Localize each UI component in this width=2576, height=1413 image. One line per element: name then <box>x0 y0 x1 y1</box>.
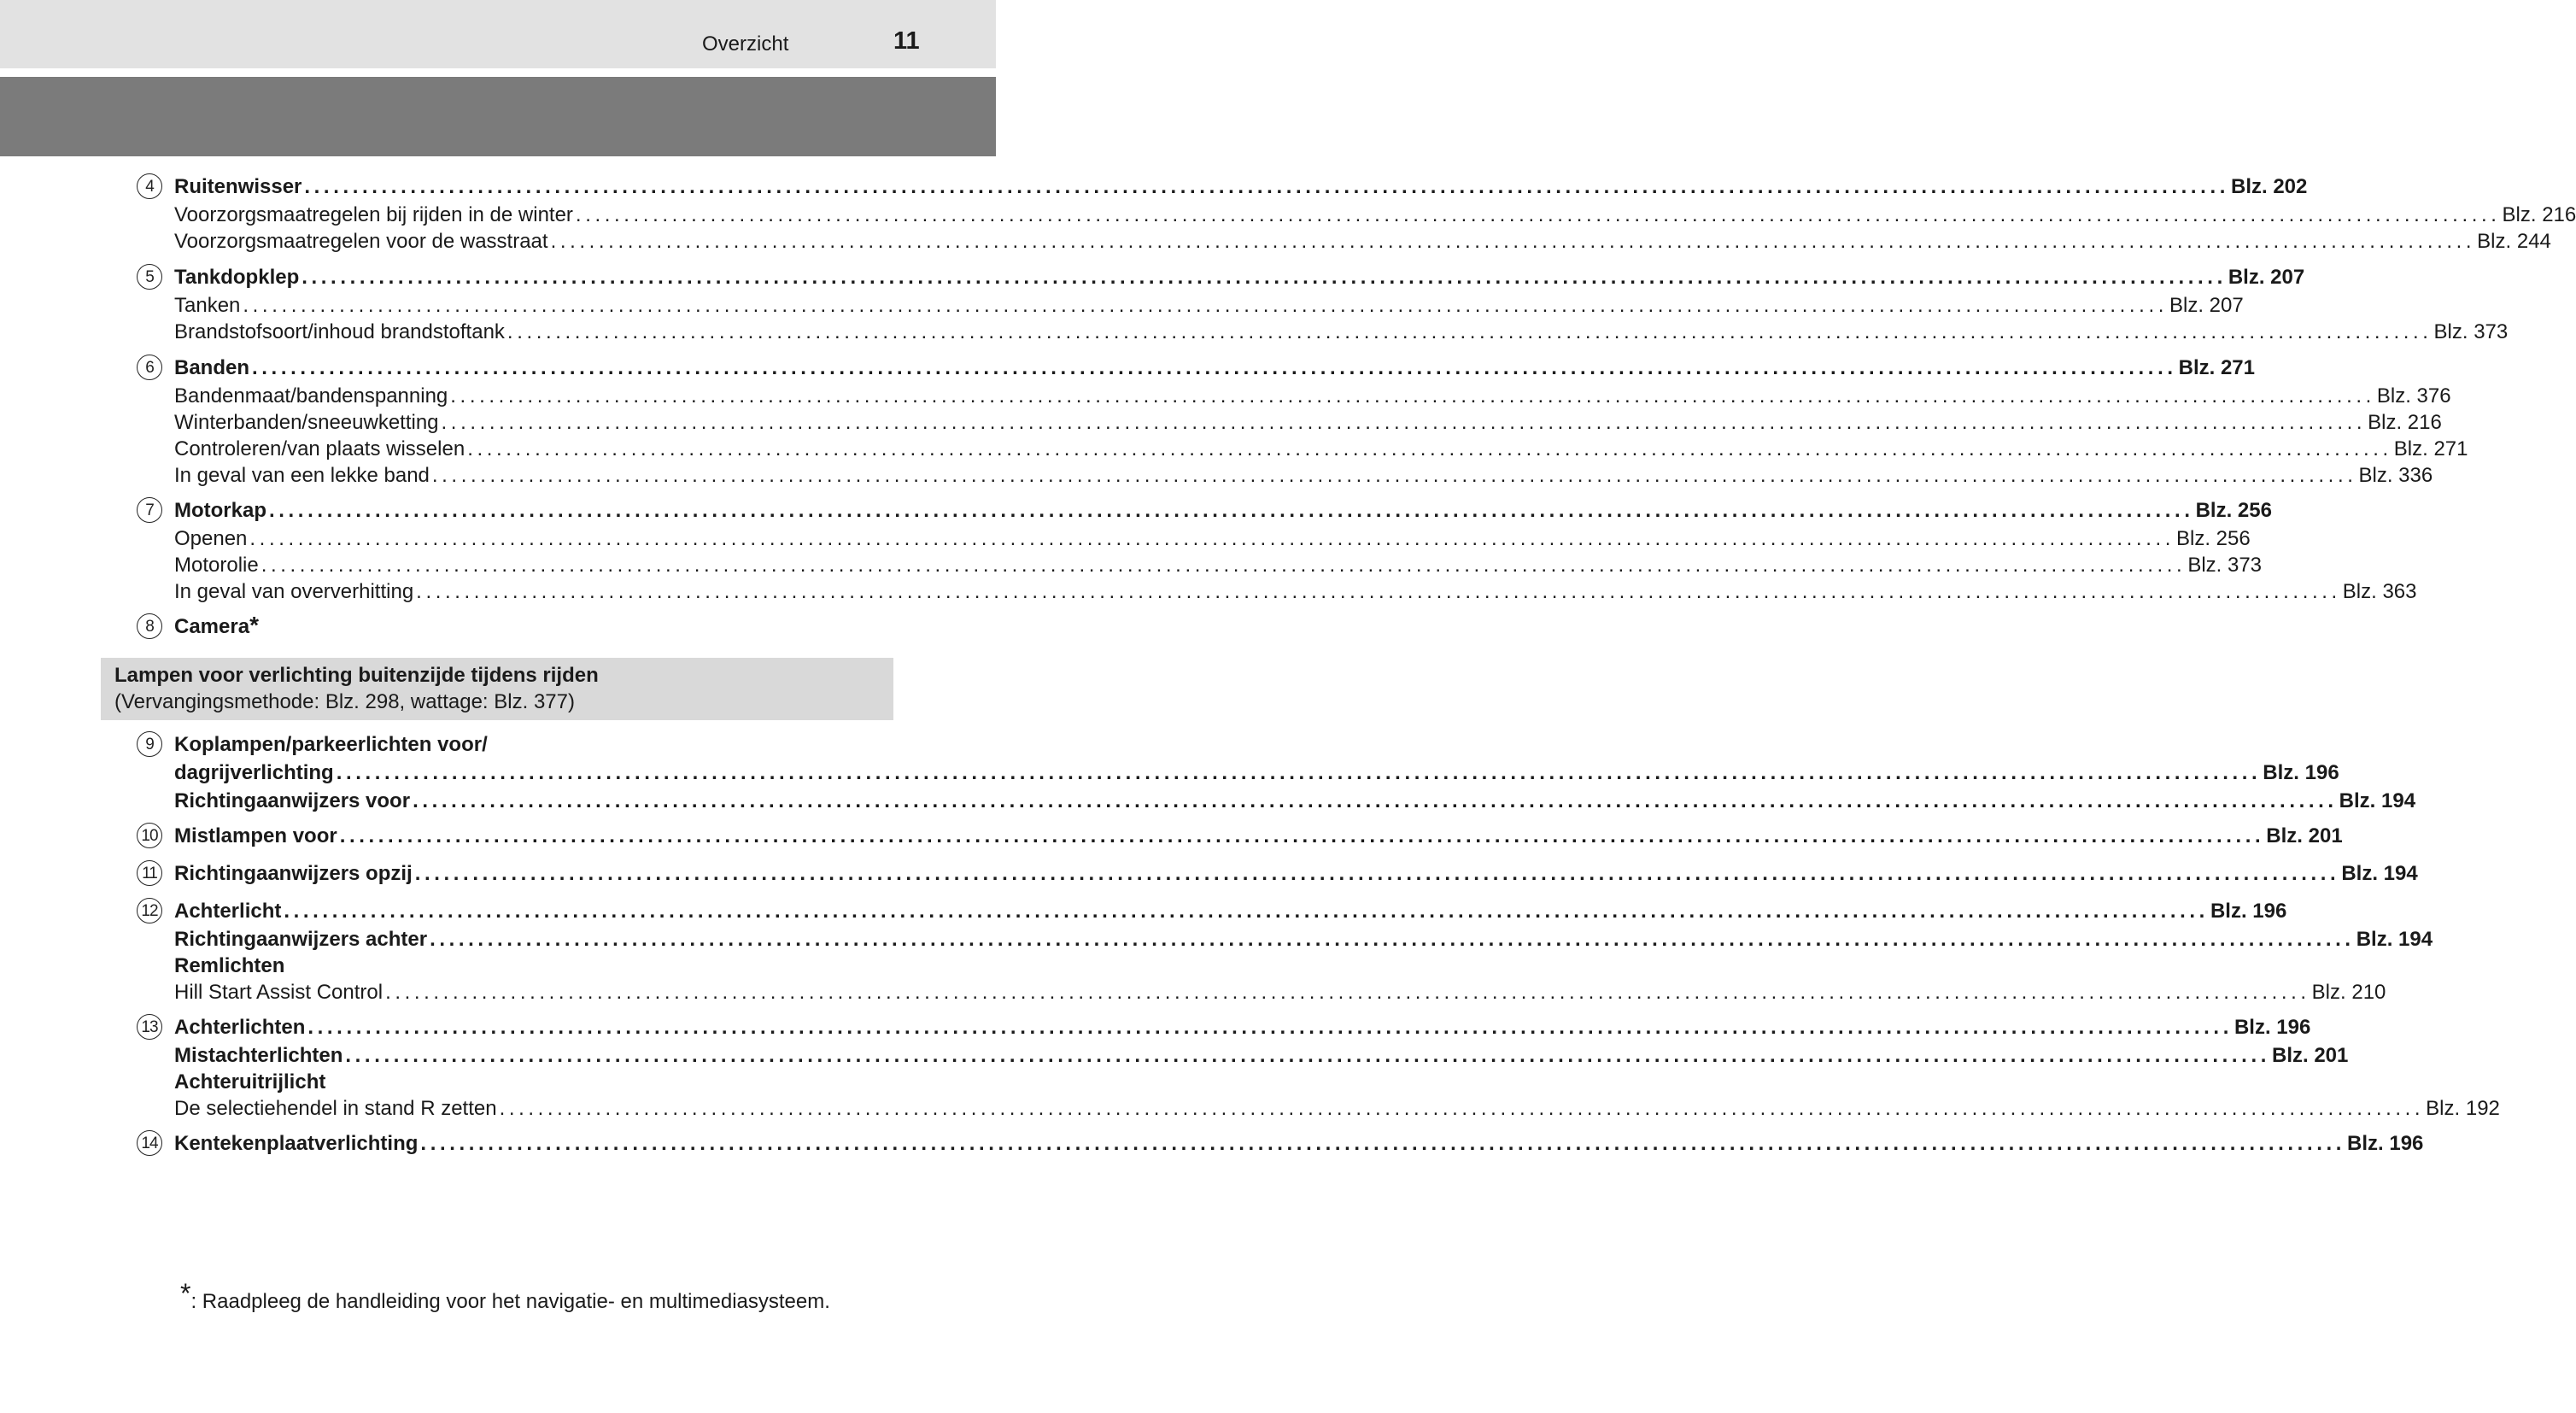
dot-leader: ........................................................................................................................................................................................................ <box>414 862 2340 885</box>
index-entry[interactable]: Bandenmaat/bandenspanning ........................................................................................................................................................................................................ Blz. 376 <box>174 384 2451 407</box>
index-entry[interactable]: Achterlichten ........................................................................................................................................................................................................ Blz. 196 <box>174 1016 2311 1039</box>
index-entry[interactable]: Kentekenplaatverlichting ........................................................................................................................................................................................................ Blz. 196 <box>174 1132 2424 1155</box>
index-entry[interactable]: Richtingaanwijzers opzij ........................................................................................................................................................................................................ Blz. 194 <box>174 862 2418 885</box>
dot-leader: ........................................................................................................................................................................................................ <box>413 789 2338 812</box>
dot-leader: ........................................................................................................................................................................................................ <box>506 320 2433 343</box>
index-entry[interactable]: Richtingaanwijzers achter ........................................................................................................................................................................................................ Blz. 194 <box>174 928 2433 951</box>
index-entry[interactable]: Motorolie ........................................................................................................................................................................................................ Blz. 373 <box>174 554 2263 577</box>
dot-leader: ........................................................................................................................................................................................................ <box>339 824 2265 847</box>
header-divider <box>0 68 996 77</box>
circled-number-5: 5 <box>137 264 162 290</box>
index-entry[interactable]: De selectiehendel in stand R zetten ........................................................................................................................................................................................................ Blz. 192 <box>174 1097 2500 1120</box>
dot-leader: ........................................................................................................................................................................................................ <box>416 580 2341 603</box>
index-entry[interactable]: Voorzorgsmaatregelen bij rijden in de winter ........................................................................................................................................................................................................ Blz. 216 <box>174 203 2576 226</box>
circled-number-14: 14 <box>137 1130 162 1156</box>
index-entry: Achteruitrijlicht <box>174 1070 326 1093</box>
dot-leader: ........................................................................................................................................................................................................ <box>450 384 2375 407</box>
section-subheading: (Vervangingsmethode: Blz. 298, wattage: Blz. 377) <box>114 690 575 713</box>
index-entry[interactable]: Motorkap ........................................................................................................................................................................................................ Blz. 256 <box>174 499 2272 522</box>
index-entry: Remlichten <box>174 954 285 977</box>
index-entry[interactable]: Tanken ........................................................................................................................................................................................................ Blz. 207 <box>174 294 2244 317</box>
dot-leader: ........................................................................................................................................................................................................ <box>249 527 2175 550</box>
index-entry[interactable]: dagrijverlichting ........................................................................................................................................................................................................ Blz. 196 <box>174 761 2339 784</box>
dot-leader: ........................................................................................................................................................................................................ <box>441 411 2367 434</box>
index-entry[interactable]: Achterlicht ........................................................................................................................................................................................................ Blz. 196 <box>174 900 2287 923</box>
circled-number-7: 7 <box>137 497 162 523</box>
dot-leader: ........................................................................................................................................................................................................ <box>336 761 2262 784</box>
circled-number-9: 9 <box>137 731 162 757</box>
dot-leader: ........................................................................................................................................................................................................ <box>550 230 2476 253</box>
index-entry: Koplampen/parkeerlichten voor/ <box>174 733 488 756</box>
section-heading-box <box>101 658 893 720</box>
dot-leader: ........................................................................................................................................................................................................ <box>385 981 2310 1004</box>
index-entry[interactable]: Voorzorgsmaatregelen voor de wasstraat ........................................................................................................................................................................................................ Blz. 244 <box>174 230 2551 253</box>
dot-leader: ........................................................................................................................................................................................................ <box>431 464 2357 487</box>
index-entry[interactable]: Ruitenwisser ........................................................................................................................................................................................................ Blz. 202 <box>174 175 2308 198</box>
circled-number-13: 13 <box>137 1014 162 1040</box>
index-entry[interactable]: Camera * <box>174 612 259 638</box>
circled-number-12: 12 <box>137 898 162 923</box>
index-entry[interactable]: Richtingaanwijzers voor ........................................................................................................................................................................................................ Blz. 194 <box>174 789 2416 812</box>
dot-leader: ........................................................................................................................................................................................................ <box>243 294 2168 317</box>
footnote <box>180 1278 830 1314</box>
index-entry[interactable]: Mistlampen voor ........................................................................................................................................................................................................ Blz. 201 <box>174 824 2343 847</box>
dot-leader: ........................................................................................................................................................................................................ <box>304 175 2229 198</box>
header-band <box>0 0 996 68</box>
dot-leader: ........................................................................................................................................................................................................ <box>307 1016 2233 1039</box>
dot-leader: ........................................................................................................................................................................................................ <box>499 1097 2425 1120</box>
dot-leader: ........................................................................................................................................................................................................ <box>261 554 2187 577</box>
dot-leader: ........................................................................................................................................................................................................ <box>430 928 2355 951</box>
dot-leader: ........................................................................................................................................................................................................ <box>345 1044 2270 1067</box>
footnote-asterisk: * <box>180 1278 191 1309</box>
page-number: 11 <box>893 27 920 55</box>
index-entry[interactable]: Winterbanden/sneeuwketting ........................................................................................................................................................................................................ Blz. 216 <box>174 411 2442 434</box>
circled-number-8: 8 <box>137 613 162 639</box>
footnote-text: : Raadpleeg de handleiding voor het navigatie- en multimediasysteem. <box>190 1290 830 1313</box>
dot-leader: ........................................................................................................................................................................................................ <box>467 437 2392 460</box>
dot-leader: ........................................................................................................................................................................................................ <box>252 356 2177 379</box>
index-entry[interactable]: Brandstofsoort/inhoud brandstoftank ........................................................................................................................................................................................................ Blz. 373 <box>174 320 2509 343</box>
circled-number-6: 6 <box>137 355 162 380</box>
dot-leader: ........................................................................................................................................................................................................ <box>575 203 2501 226</box>
index-entry[interactable]: Hill Start Assist Control ........................................................................................................................................................................................................ Blz. 210 <box>174 981 2386 1004</box>
index-entry[interactable]: Banden ........................................................................................................................................................................................................ Blz. 271 <box>174 356 2255 379</box>
dot-leader: ........................................................................................................................................................................................................ <box>284 900 2209 923</box>
index-entry[interactable]: Tankdopklep ........................................................................................................................................................................................................ Blz. 207 <box>174 266 2305 289</box>
dot-leader: ........................................................................................................................................................................................................ <box>269 499 2194 522</box>
index-entry[interactable]: Openen ........................................................................................................................................................................................................ Blz. 256 <box>174 527 2251 550</box>
circled-number-11: 11 <box>137 860 162 886</box>
index-entry[interactable]: Mistachterlichten ........................................................................................................................................................................................................ Blz. 201 <box>174 1044 2349 1067</box>
section-title: Overzicht <box>702 32 789 56</box>
circled-number-10: 10 <box>137 823 162 848</box>
index-entry[interactable]: Controleren/van plaats wisselen ........................................................................................................................................................................................................ Blz. 271 <box>174 437 2468 460</box>
index-entry[interactable]: In geval van oververhitting ........................................................................................................................................................................................................ Blz. 363 <box>174 580 2417 603</box>
header-dark-band <box>0 77 996 156</box>
dot-leader: ........................................................................................................................................................................................................ <box>420 1132 2346 1155</box>
circled-number-4: 4 <box>137 173 162 199</box>
dot-leader: ........................................................................................................................................................................................................ <box>302 266 2227 289</box>
index-entry[interactable]: In geval van een lekke band ........................................................................................................................................................................................................ Blz. 336 <box>174 464 2433 487</box>
section-heading: Lampen voor verlichting buitenzijde tijdens rijden <box>114 664 599 687</box>
